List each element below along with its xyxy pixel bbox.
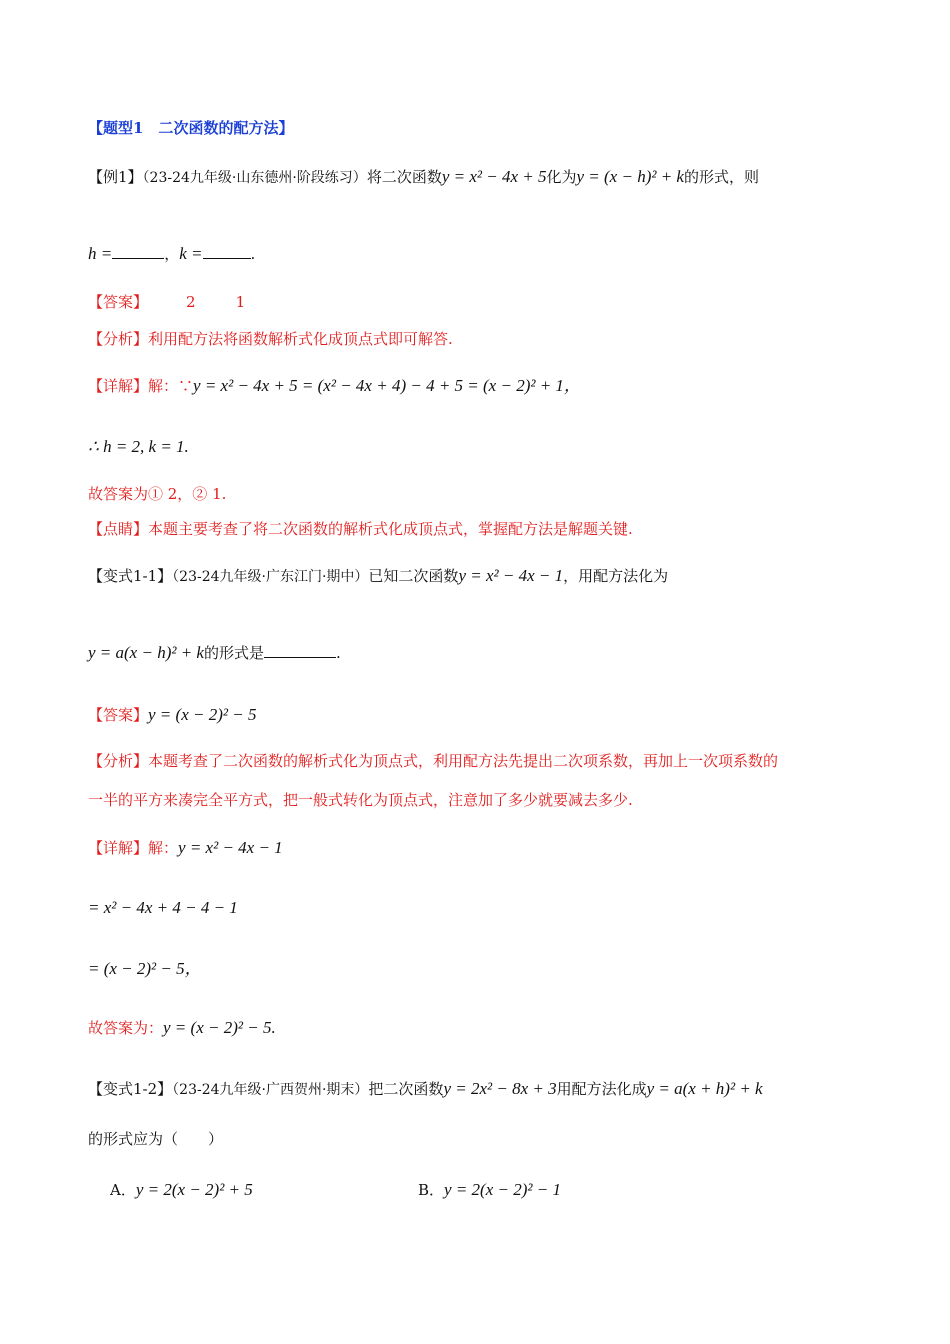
- example1-stem-b: 化为: [546, 168, 577, 186]
- variant12-stem: [88, 1079, 763, 1100]
- comment-text: 本题主要考查了将二次函数的解析式化成顶点式，掌握配方法是解题关键.: [148, 520, 633, 538]
- variant11-analysis-label: 【分析】: [88, 752, 149, 770]
- option-b-label: B．: [418, 1181, 445, 1199]
- example1-expr1: y = x² − 4x + 5: [441, 167, 547, 186]
- variant11-stem: [88, 566, 668, 587]
- example1-detail: [88, 376, 581, 396]
- comment-label: 【点睛】: [88, 520, 149, 538]
- example1-tag: 【例1】: [88, 168, 143, 186]
- option-b-expr: y = 2(x − 2)² − 1: [444, 1180, 561, 1199]
- variant11-answer-label: 【答案】: [88, 706, 149, 724]
- detail-label: 【详解】: [88, 377, 149, 395]
- option-a-label: A．: [110, 1181, 136, 1199]
- variant11-answer-expr: y = (x − 2)² − 5: [148, 705, 257, 724]
- variant11-step3: [88, 959, 202, 979]
- variant11-analysis-l1: 本题考查了二次函数的解析式化为顶点式，利用配方法先提出二次项系数，再加上一次项系数的: [148, 752, 779, 770]
- variant12-expr2: y = a(x + h)² + k: [646, 1079, 763, 1098]
- variant11-step2-expr: = x² − 4x + 4 − 4 − 1: [88, 898, 238, 917]
- variant11-detail-prefix: 解：: [148, 839, 179, 857]
- blank-h[interactable]: [112, 244, 164, 259]
- example1-final: 故答案为① 2，② 1.: [88, 485, 227, 503]
- variant11-step1: y = x² − 4x − 1: [178, 838, 283, 857]
- variant11-final-prefix: 故答案为：: [88, 1019, 164, 1037]
- variant11-end: .: [336, 644, 341, 662]
- variant11-expr1: y = x² − 4x − 1: [458, 566, 564, 585]
- variant11-stem-a: 已知二次函数: [368, 567, 459, 585]
- blank-k-label: k =: [179, 244, 203, 263]
- option-a-expr: y = 2(x − 2)² + 5: [135, 1180, 253, 1199]
- variant11-detail-label: 【详解】: [88, 839, 149, 857]
- example1-expr2: y = (x − h)² + k: [576, 167, 684, 186]
- example1-stem-c: 的形式，则: [683, 168, 759, 186]
- example1-therefore: [88, 437, 189, 457]
- example1-source: （23-24九年级·山东德州·阶段练习）: [142, 170, 367, 186]
- variant11-blank[interactable]: [264, 643, 336, 658]
- example1-comment: [88, 519, 633, 539]
- variant11-step3-expr: = (x − 2)² − 5，: [88, 959, 202, 978]
- variant11-analysis: [88, 751, 778, 771]
- answer-value-1: 2: [186, 293, 196, 311]
- option-a[interactable]: [110, 1180, 253, 1200]
- therefore-expr: ∴ h = 2, k = 1.: [88, 437, 189, 456]
- variant11-final-expr: y = (x − 2)² − 5.: [163, 1018, 276, 1037]
- variant11-tag: 【变式1-1】: [88, 567, 173, 585]
- variant12-source: （23-24九年级·广西贺州·期末）: [172, 1082, 369, 1098]
- example1-blanks: [88, 244, 255, 264]
- variant11-stem-2: [88, 643, 341, 663]
- variant11-stem-b: ，用配方法化为: [563, 567, 669, 585]
- variant11-analysis-line2: 一半的平方来凑完全平方式，把一般式转化为顶点式，注意加了多少就要减去多少.: [88, 791, 633, 809]
- blank-h-label: h =: [88, 244, 113, 263]
- section-title: 【题型1 二次函数的配方法】: [88, 119, 294, 137]
- blank-comma: ，: [164, 245, 180, 263]
- analysis-label: 【分析】: [88, 330, 149, 348]
- variant12-stem-a: 把二次函数: [368, 1080, 444, 1098]
- variant12-stem-2: 的形式应为（ ）: [88, 1130, 224, 1148]
- answer-value-2: 1: [235, 293, 246, 311]
- variant12-stem-b: 用配方法化成: [556, 1080, 647, 1098]
- variant11-answer: [88, 705, 256, 725]
- variant11-stem-c: 的形式是: [203, 644, 264, 662]
- answer-label: 【答案】: [88, 293, 149, 311]
- example1-stem: [88, 167, 759, 188]
- option-b[interactable]: [418, 1180, 561, 1200]
- variant11-detail: [88, 838, 283, 858]
- variant11-source: （23-24九年级·广东江门·期中）: [172, 569, 369, 585]
- variant12-tag: 【变式1-2】: [88, 1080, 173, 1098]
- detail-prefix: 解：∵: [148, 377, 194, 395]
- variant11-final: [88, 1018, 276, 1038]
- blank-end: .: [250, 245, 256, 263]
- analysis-text: 利用配方法将函数解析式化成顶点式即可解答.: [148, 330, 453, 348]
- variant12-expr1: y = 2x² − 8x + 3: [443, 1079, 557, 1098]
- example1-answer: [88, 292, 245, 312]
- example1-analysis: [88, 329, 453, 349]
- blank-k[interactable]: [203, 244, 251, 259]
- variant11-step2: [88, 898, 238, 918]
- detail-expr: y = x² − 4x + 5 = (x² − 4x + 4) − 4 + 5 = (x − 2)² + 1，: [193, 376, 581, 395]
- variant11-expr2: y = a(x − h)² + k: [88, 643, 204, 662]
- example1-stem-a: 将二次函数: [366, 168, 442, 186]
